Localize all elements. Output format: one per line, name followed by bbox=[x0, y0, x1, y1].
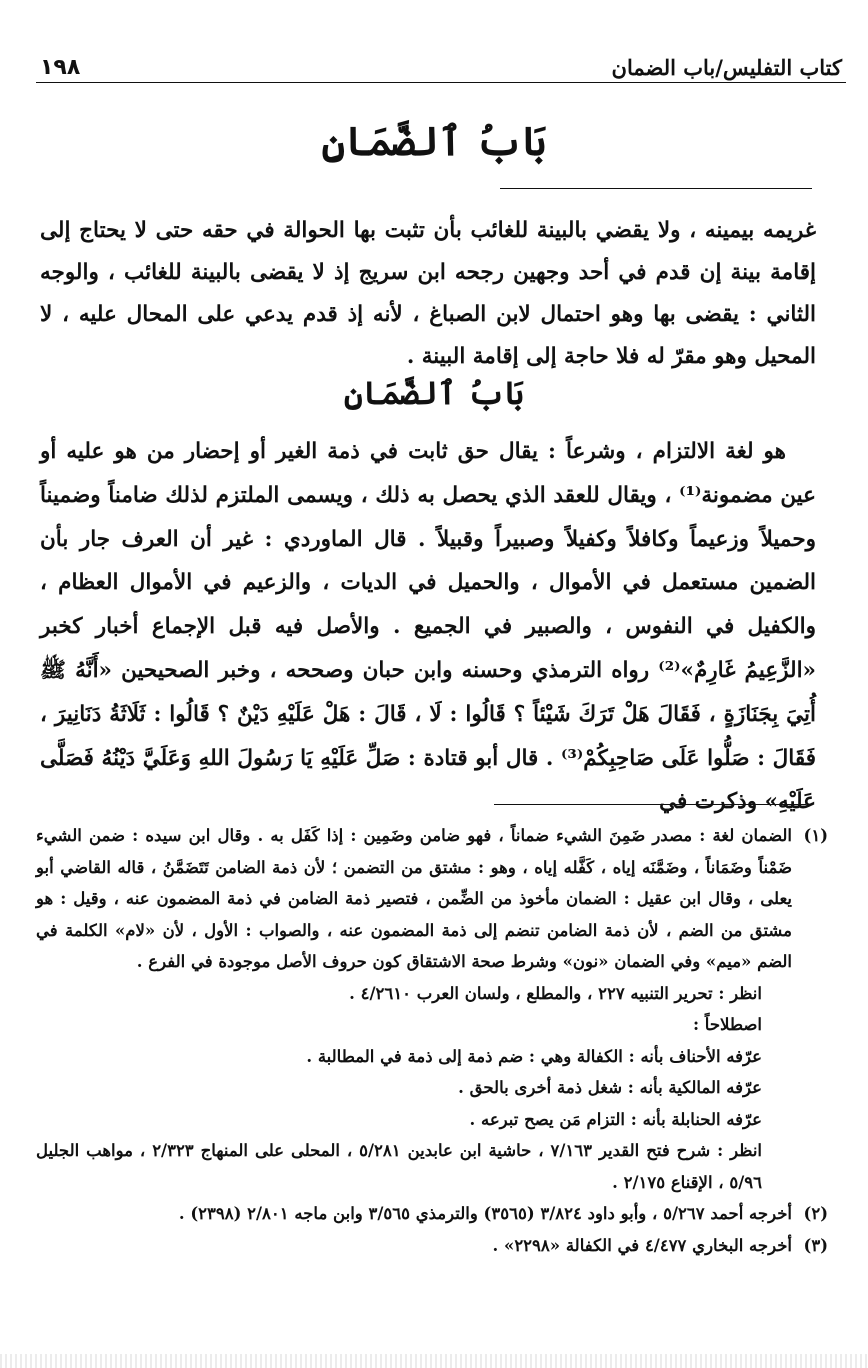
footnote-body bbox=[36, 820, 792, 1198]
section-title: بَابُ ٱلضَّمَانِ bbox=[344, 374, 524, 412]
footnote-definition-hanafi: عرّفه الأحناف بأنه : الكفالة وهي : ضم ذمة إلى ذمة في المطالبة . bbox=[306, 1046, 762, 1066]
continued-paragraph bbox=[40, 210, 816, 378]
section-paragraph bbox=[40, 430, 816, 824]
footnote-2 bbox=[36, 1198, 828, 1230]
continued-paragraph-text: غريمه بيمينه ، ولا يقضي بالبينة للغائب بأن تثبت بها الحوالة في حقه حتى لا يحتاج إلى إقامة بينة إن قدم في أحد وجهين رجحه ابن سريج إذ لا يقضى بالبينة للغائب ، والوجه الثاني : يقضى بها وهو احتمال لابن الصباغ ، لأنه إذ قدم يدعي على المحال عليه ، لا المحيل وهو مقرّ له فلا حاجة إلى إقامة البينة . bbox=[40, 218, 816, 369]
footnote-text: أخرجه البخاري ٤/٤٧٧ في الكفالة «٢٢٩٨» . bbox=[492, 1235, 792, 1255]
footnote-number: (١) bbox=[803, 826, 828, 845]
title-rule bbox=[500, 188, 812, 189]
footnote-rule bbox=[494, 804, 806, 805]
footnote-text: الضمان لغة : مصدر ضَمِنَ الشيء ضماناً ، فهو ضامن وضَمِين : إذا كَفَل به . وقال ابن سيده : ضمن الشيء ضَمْناً وضَمَاناً ، وضَمَّنَه إياه ، كَفَّله إياه ، وهو : مشتق من التضمن ؛ لأن ذمة الضامن تَتَضَمَّنُ ، قاله القاضي أبو يعلى ، وقال ابن عقيل : الضمان مأخوذ من الضِّمن ، فتصير ذمة الضامن في ذمة المضمون عنه ، وقيل : هو مشتق من الضم ، لأن ذمة الضامن تنضم إلى ذمة المضمون عنه ، والصواب : الأول ، لأن «لام» الكلمة في الضم «ميم» وفي الضمان «نون» وشرط صحة الاشتقاق كون حروف الأصل موجودة في الفرع . bbox=[36, 826, 792, 971]
section-paragraph-text: هو لغة الالتزام ، وشرعاً : يقال حق ثابت في ذمة الغير أو إحضار من هو عليه أو عين مضمونة⁽¹⁾ ، ويقال للعقد الذي يحصل به ذلك ، ويسمى الملتزم لذلك ضامناً وضميناً وحميلاً وزعيماً وكافلاً وكفيلاً وصبيراً وقبيلاً . قال الماوردي : غير أن العرف جار بأن الضمين مستعمل في الأموال ، والحميل في الديات ، والزعيم في الأموال العظام ، والكفيل في النفوس ، والصبير في الجميع . والأصل فيه قبل الإجماع أخبار كخبر «الزَّعِيمُ غَارِمٌ»⁽²⁾ رواه الترمذي وحسنه وابن حبان وصححه ، وخبر الصحيحين «أَنَّهُ ﷺ أُتِيَ بِجَنَازَةٍ ، فَقَالَ هَلْ تَرَكَ شَيْئاً ؟ قَالُوا : لَا ، قَالَ : هَلْ عَلَيْهِ دَيْنٌ ؟ قَالُوا : ثَلَاثَةُ دَنَانِيرَ ، فَقَالَ : صَلُّوا عَلَى صَاحِبِكُمْ⁽³⁾ . قال أبو قتادة : صَلِّ عَلَيْهِ يَا رَسُولَ اللهِ وَعَلَيَّ دَيْنُهُ فَصَلَّى عَلَيْهِ» وذكرت في bbox=[40, 439, 817, 815]
footnote-reference-line: انظر : تحرير التنبيه ٢٢٧ ، والمطلع ، ولسان العرب ٤/٢٦١٠ . bbox=[349, 983, 762, 1003]
footnote-subheading: اصطلاحاً : bbox=[692, 1015, 762, 1034]
footnote-definition-maliki: عرّفه المالكية بأنه : شغل ذمة أخرى بالحق . bbox=[458, 1078, 762, 1097]
footnote-3 bbox=[36, 1230, 828, 1262]
footnote-body bbox=[36, 1230, 792, 1262]
footnote-text: أخرجه أحمد ٥/٢٦٧ ، وأبو داود ٣/٨٢٤ (٣٥٦٥) والترمذي ٣/٥٦٥ وابن ماجه ٢/٨٠١ (٢٣٩٨) . bbox=[178, 1204, 792, 1223]
header-rule bbox=[36, 82, 846, 83]
footnote-reference-line: انظر : شرح فتح القدير ٧/١٦٣ ، حاشية ابن عابدين ٥/٢٨١ ، المحلى على المنهاج ٢/٣٢٣ ، مواهب الجليل ٥/٩٦ ، الإقناع ٢/١٧٥ . bbox=[36, 1141, 762, 1192]
footnotes bbox=[36, 820, 828, 1261]
footnote-number: (٣) bbox=[803, 1235, 828, 1255]
scan-edge-noise bbox=[0, 1354, 868, 1368]
footnote-definition-hanbali: عرّفه الحنابلة بأنه : التزام مَن يصح تبرعه . bbox=[469, 1109, 762, 1129]
page-header bbox=[40, 44, 842, 80]
footnote-1 bbox=[36, 820, 828, 1198]
page-number: ١٩٨ bbox=[40, 55, 81, 80]
footnote-body bbox=[36, 1198, 792, 1230]
chapter-title: بَابُ ٱلضَّمَانِ bbox=[321, 118, 547, 165]
running-title: كتاب التفليس/باب الضمان bbox=[611, 55, 842, 80]
footnote-number: (٢) bbox=[803, 1204, 828, 1223]
